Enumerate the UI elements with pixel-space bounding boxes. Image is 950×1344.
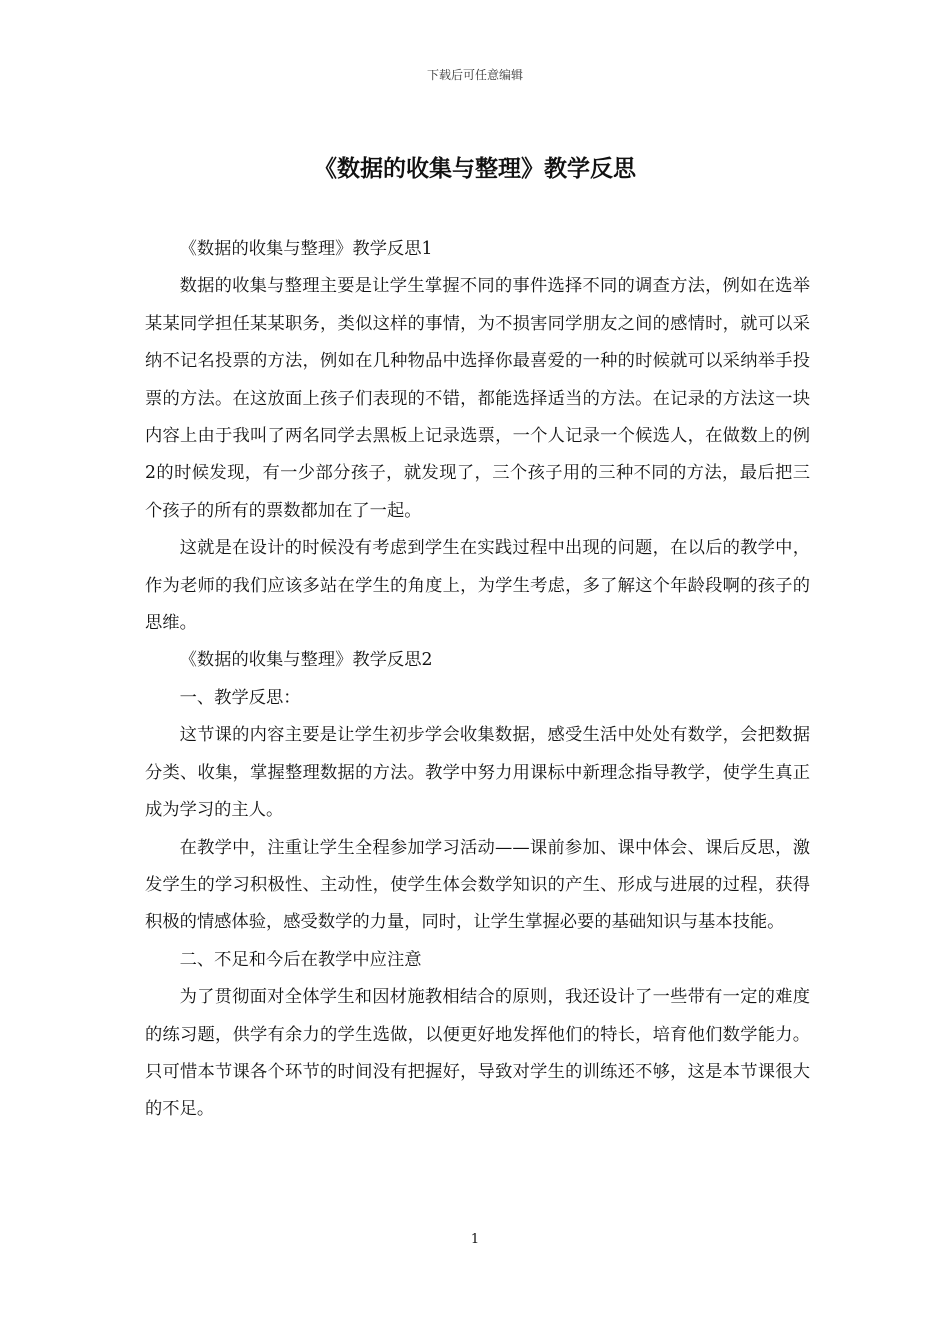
paragraph: 为了贯彻面对全体学生和因材施教相结合的原则，我还设计了一些带有一定的难度的练习题，供学有余力的学生选做，以便更好地发挥他们的特长，培育他们数学能力。只可惜本节课各个环节的时间没有把握好，导致对学生的训练还不够，这是本节课很大的不足。 (145, 987, 810, 1120)
section-heading-1: 《数据的收集与整理》教学反思1 (179, 239, 433, 259)
subheading-shortcomings: 二、不足和今后在教学中应注意 (179, 949, 422, 970)
document-body (145, 231, 810, 1129)
page-number: 1 (470, 1232, 480, 1247)
subheading-reflection: 一、教学反思： (179, 687, 301, 708)
document-title: 《数据的收集与整理》教学反思 (314, 156, 636, 182)
paragraph: 在教学中，注重让学生全程参加学习活动——课前参加、课中体会、课后反思，激发学生的学习积极性、主动性，使学生体会数学知识的产生、形成与进展的过程，获得积极的情感体验，感受数学的力量，同时，让学生掌握必要的基础知识与基本技能。 (145, 837, 810, 933)
paragraph: 这就是在设计的时候没有考虑到学生在实践过程中出现的问题，在以后的教学中，作为老师的我们应该多站在学生的角度上，为学生考虑，多了解这个年龄段啊的孩子的思维。 (145, 538, 810, 634)
paragraph: 这节课的内容主要是让学生初步学会收集数据，感受生活中处处有数学，会把数据分类、收集，掌握整理数据的方法。教学中努力用课标中新理念指导教学，使学生真正成为学习的主人。 (145, 725, 810, 821)
section-heading-2: 《数据的收集与整理》教学反思2 (179, 650, 433, 671)
header-note: 下载后可任意编辑 (426, 68, 523, 82)
paragraph: 数据的收集与整理主要是让学生掌握不同的事件选择不同的调查方法，例如在选举某某同学担任某某职务，类似这样的事情，为不损害同学朋友之间的感情时，就可以采纳不记名投票的方法，例如在几种物品中选择你最喜爱的一种的时候就可以采纳举手投票的方法。在这放面上孩子们表现的不错，都能选择适当的方法。在记录的方法这一块内容上由于我叫了两名同学去黑板上记录选票，一个人记录一个候选人，在做数上的例2的时候发现，有一少部分孩子，就发现了，三个孩子用的三种不同的方法，最后把三个孩子的所有的票数都加在了一起。 (145, 276, 810, 521)
